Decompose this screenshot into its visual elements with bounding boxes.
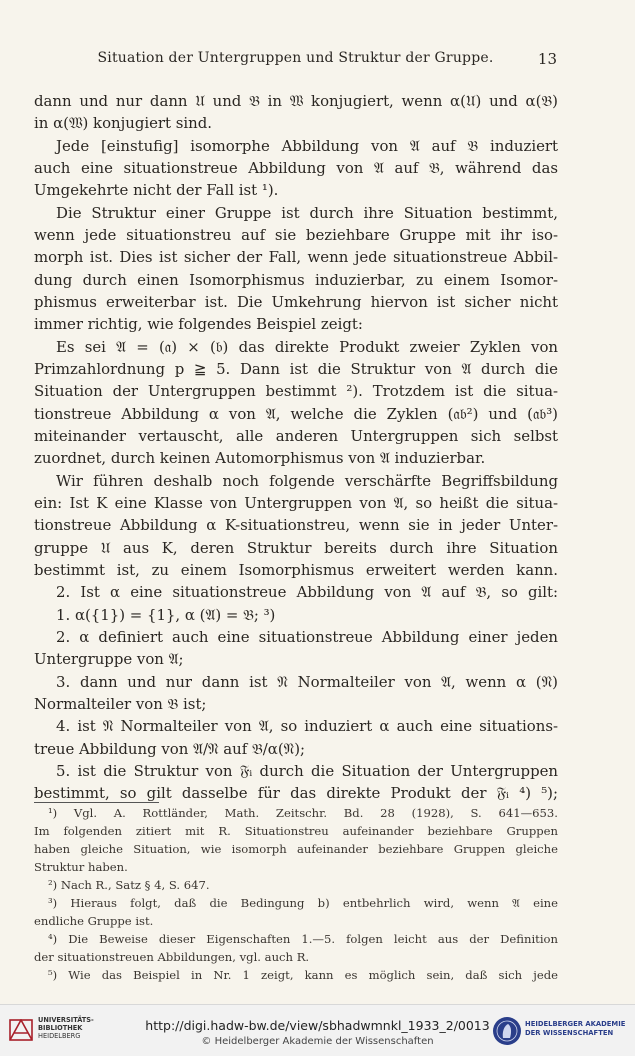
text-line: Wir führen deshalb noch folgende verschärfte Begriffsbildung	[56, 472, 558, 490]
footnote-line: ¹) Vgl. A. Rottländer, Math. Zeitschr. Bd. 28 (1928), S. 641—653.	[48, 806, 558, 820]
text-line: 1. α({1}) = {1}, α (𝔄) = 𝔅; ³)	[56, 606, 276, 624]
university-library-name: UNIVERSITÄTS- BIBLIOTHEK HEIDELBERG	[38, 1016, 94, 1040]
text-line: 3. dann und nur dann ist 𝔑 Normalteiler von 𝔄, wenn α (𝔑)	[56, 673, 558, 691]
text-line: miteinander vertauscht, alle anderen Untergruppen sich selbst	[34, 427, 558, 445]
text-line: Primzahlordnung p ≧ 5. Dann ist die Struktur von 𝔄 durch die	[34, 360, 558, 378]
text-line: in α(𝔚) konjugiert sind.	[34, 114, 213, 132]
footnote-line: endliche Gruppe ist.	[34, 914, 154, 928]
footnote-rule	[34, 802, 159, 803]
academy-name: HEIDELBERGER AKADEMIE DER WISSENSCHAFTEN	[525, 1020, 626, 1037]
footnote-line: der situationstreuen Abbildungen, vgl. auch R.	[34, 950, 310, 964]
running-title: Situation der Untergruppen und Struktur der Gruppe.	[97, 50, 494, 66]
footnote-line: ³) Hieraus folgt, daß die Bedingung b) entbehrlich wird, wenn 𝔄 eine	[48, 896, 558, 910]
text-line: immer richtig, wie folgendes Beispiel zeigt:	[34, 315, 363, 333]
text-line: phismus erweiterbar ist. Die Umkehrung hiervon ist sicher nicht	[34, 293, 558, 311]
footnote-line: ⁴) Die Beweise dieser Eigenschaften 1.—5. folgen leicht aus der Definition	[48, 932, 558, 946]
permalink-url[interactable]: http://digi.hadw-bw.de/view/sbhadwmnkl_1933_2/0013	[145, 1018, 490, 1033]
running-head	[34, 50, 557, 74]
text-line: Umgekehrte nicht der Fall ist ¹).	[34, 181, 279, 199]
text-line: wenn jede situationstreu auf sie beziehbare Gruppe mit ihr iso-	[34, 226, 558, 244]
text-line: 2. Ist α eine situationstreue Abbildung von 𝔄 auf 𝔅, so gilt:	[56, 583, 558, 601]
academy-seal-icon	[493, 1017, 521, 1045]
text-line: Normalteiler von 𝔅 ist;	[34, 695, 207, 713]
text-line: 4. ist 𝔑 Normalteiler von 𝔄, so induziert α auch eine situations-	[56, 717, 558, 735]
text-line: Situation der Untergruppen bestimmt ²). Trotzdem ist die situa-	[34, 382, 558, 400]
text-line: auch eine situationstreue Abbildung von 𝔄 auf 𝔅, während das	[34, 159, 558, 177]
text-line: zuordnet, durch keinen Automorphismus von 𝔄 induzierbar.	[34, 449, 486, 467]
text-line: gruppe 𝔘 aus K, deren Struktur bereits durch ihre Situation	[34, 539, 558, 557]
text-line: Jede [einstufig] isomorphe Abbildung von 𝔄 auf 𝔅 induziert	[56, 137, 558, 155]
text-line: tionstreue Abbildung α von 𝔄, welche die Zyklen (𝔞𝔟²) und (𝔞𝔟³)	[34, 405, 558, 423]
text-line: dung durch einen Isomorphismus induzierbar, zu einem Isomor-	[34, 271, 558, 289]
text-line: Die Struktur einer Gruppe ist durch ihre Situation bestimmt,	[56, 204, 558, 222]
text-line: ein: Ist K eine Klasse von Untergruppen von 𝔄, so heißt die situa-	[34, 494, 558, 512]
footnote-line: Struktur haben.	[34, 860, 128, 874]
copyright-notice: © Heidelberger Akademie der Wissenschaften	[201, 1036, 434, 1047]
viewer-footer	[0, 1004, 635, 1056]
footnote-line: Im folgenden zitiert mit R. Situationstreu aufeinander beziehbare Gruppen	[34, 824, 558, 838]
footnote-line: ²) Nach R., Satz § 4, S. 647.	[48, 878, 210, 892]
text-line: Es sei 𝔄 = (𝔞) × (𝔟) das direkte Produkt zweier Zyklen von	[56, 338, 558, 356]
page-number: 13	[537, 50, 557, 68]
text-line: bestimmt, so gilt dasselbe für das direkte Produkt der 𝔉ᵢ ⁴) ⁵);	[34, 784, 558, 802]
text-line: treue Abbildung von 𝔄/𝔑 auf 𝔅/α(𝔑);	[34, 740, 306, 758]
text-line: bestimmt ist, zu einem Isomorphismus erweitert werden kann.	[34, 561, 558, 579]
text-line: tionstreue Abbildung α K-situationstreu, wenn sie in jeder Unter-	[34, 516, 558, 534]
text-line: dann und nur dann 𝔘 und 𝔅 in 𝔚 konjugiert, wenn α(𝔘) und α(𝔅)	[34, 92, 558, 110]
text-line: morph ist. Dies ist sicher der Fall, wenn jede situationstreue Abbil-	[34, 248, 558, 266]
text-line: Untergruppe von 𝔄;	[34, 650, 184, 668]
text-line: 5. ist die Struktur von 𝔉ᵢ durch die Situation der Untergruppen	[56, 762, 558, 780]
text-line: 2. α definiert auch eine situationstreue Abbildung einer jeden	[56, 628, 558, 646]
footnote-line: haben gleiche Situation, wie isomorph aufeinander beziehbare Gruppen gleiche	[34, 842, 558, 856]
footnote-line: ⁵) Wie das Beispiel in Nr. 1 zeigt, kann es möglich sein, daß sich jede	[48, 968, 558, 982]
